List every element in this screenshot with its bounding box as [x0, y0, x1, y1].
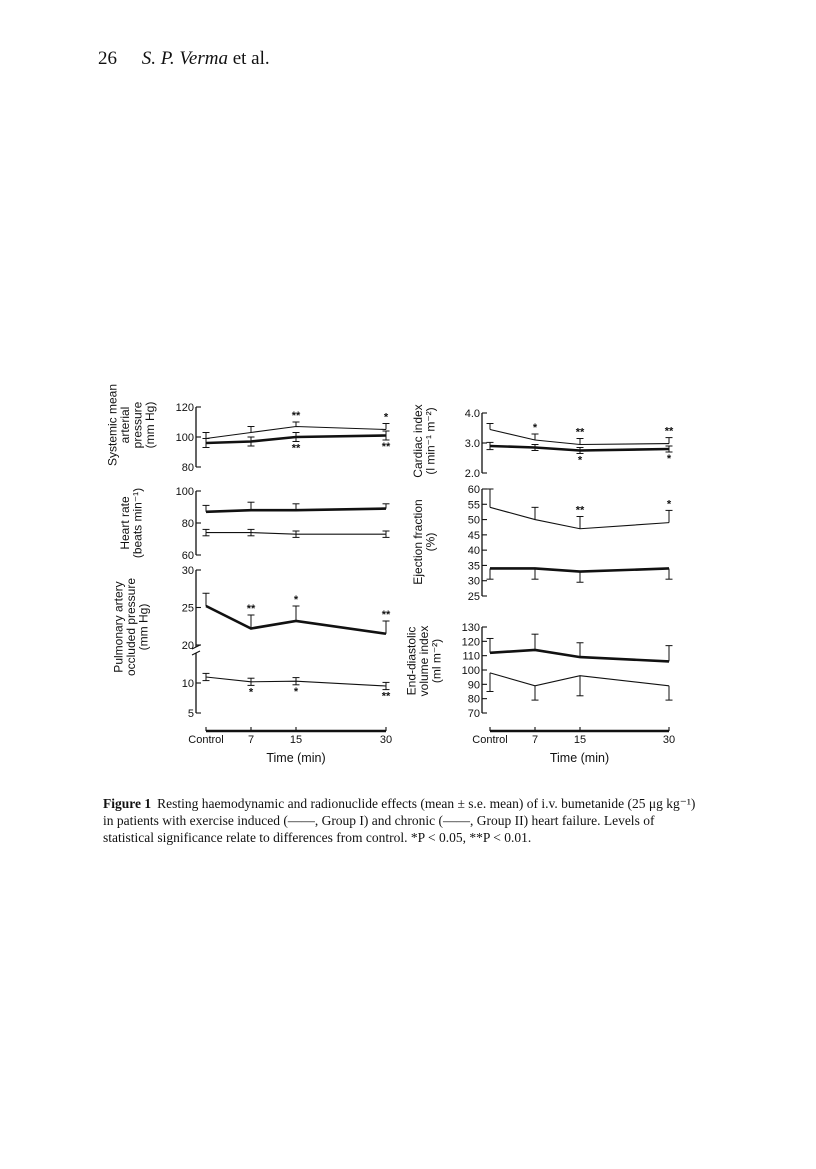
x-axis-left — [188, 727, 392, 765]
x-axis-title: Time (min) — [266, 751, 326, 765]
chart-panel-right-1 — [411, 404, 674, 480]
significance-marker: * — [666, 498, 672, 511]
y-axis-label-line: occluded pressure — [124, 577, 138, 677]
y-axis-label-line: (mm Hg) — [142, 401, 157, 449]
significance-marker: * — [577, 454, 583, 467]
y-axis-label-line: Cardiac index — [410, 404, 425, 478]
y-tick-label: 100 — [175, 486, 194, 498]
y-tick-label: 100 — [175, 432, 194, 444]
x-axis-right — [472, 727, 675, 765]
y-tick-label: 80 — [181, 462, 194, 474]
x-tick-label: 15 — [289, 734, 303, 746]
x-tick-label: 7 — [247, 734, 255, 746]
y-tick-label: 5 — [187, 708, 194, 720]
y-axis-label-line: (mm Hg) — [136, 603, 151, 651]
y-tick-label: 3.0 — [464, 438, 480, 450]
y-tick-label: 60 — [467, 484, 480, 496]
chart-panel-left-2 — [118, 486, 390, 562]
y-axis-label-line: Heart rate — [117, 496, 132, 550]
significance-marker: ** — [575, 504, 585, 517]
significance-marker: * — [666, 453, 672, 465]
y-tick-label: 4.0 — [464, 408, 480, 420]
y-axis-label-line: (beats min⁻¹) — [130, 487, 145, 559]
et-al: et al. — [232, 48, 270, 69]
significance-marker: * — [383, 411, 389, 424]
y-axis-label — [118, 488, 145, 558]
y-axis-label — [112, 578, 151, 676]
x-tick-label: Control — [188, 734, 224, 746]
x-tick-label: 15 — [573, 734, 587, 746]
significance-marker: * — [532, 422, 538, 434]
y-axis-label-line: (%) — [423, 532, 438, 552]
y-tick-label: 10 — [181, 678, 194, 690]
significance-marker: ** — [575, 426, 585, 439]
y-tick-label: 30 — [467, 575, 480, 588]
y-tick-label: 70 — [467, 708, 480, 720]
y-tick-label: 35 — [467, 560, 480, 573]
significance-marker: * — [293, 685, 299, 698]
y-tick-label: 30 — [181, 565, 194, 577]
y-tick-label: 130 — [461, 622, 480, 634]
author-names: S. P. Verma — [141, 48, 228, 69]
caption-label: Figure 1 — [103, 796, 152, 811]
y-tick-label: 80 — [181, 518, 194, 530]
significance-marker: ** — [291, 442, 301, 455]
y-tick-label: 55 — [467, 499, 480, 512]
y-tick-label: 80 — [467, 693, 480, 706]
y-tick-label: 100 — [461, 665, 480, 677]
y-axis-label — [411, 404, 438, 477]
significance-marker: ** — [291, 410, 301, 422]
y-tick-label: 25 — [181, 602, 194, 615]
y-tick-label: 2.0 — [464, 468, 480, 480]
y-axis-label — [411, 499, 438, 584]
significance-marker: * — [248, 686, 254, 699]
page-number: 26 — [98, 48, 117, 69]
y-axis-label-line: Pulmonary artery — [111, 581, 126, 673]
y-axis-label-line: (ml m⁻²) — [429, 638, 444, 684]
y-axis-label-line: Ejection fraction — [410, 499, 425, 585]
y-tick-label: 120 — [175, 402, 194, 414]
y-tick-label: 20 — [181, 640, 194, 652]
y-tick-label: 40 — [467, 545, 480, 558]
y-tick-label: 45 — [467, 529, 480, 542]
x-tick-label: Control — [472, 734, 508, 746]
figure-caption — [103, 795, 703, 846]
y-tick-label: 50 — [467, 514, 480, 527]
x-tick-label: 30 — [379, 734, 393, 746]
y-axis-label — [405, 626, 444, 697]
y-tick-label: 60 — [181, 550, 194, 562]
caption-text: Resting haemodynamic and radionuclide effects (mean ± s.e. mean) of i.v. bumetanide (25 μg kg⁻¹) in patients with exercise induced (——, Group I) and chronic (——, Group II) heart failure. Levels of statistical significance relate to differences from control. *P < 0.05, **P < 0.01. — [103, 796, 696, 845]
chart-panel-right-3 — [405, 622, 673, 720]
y-axis-label-line: (l min⁻¹ m⁻²) — [423, 407, 438, 475]
series-line-group-II — [490, 568, 669, 571]
y-axis-label — [105, 384, 157, 466]
y-axis-label-line: pressure — [130, 401, 145, 449]
y-tick-label: 25 — [467, 591, 480, 603]
significance-marker: ** — [381, 690, 391, 703]
y-tick-label: 120 — [461, 636, 480, 649]
y-axis-label-line: volume index — [417, 625, 431, 697]
chart-panel-left-3 — [112, 565, 391, 720]
y-axis-label-line: Systemic mean — [105, 383, 120, 467]
x-tick-label: 7 — [531, 734, 539, 746]
y-axis-label-line: End-diastolic — [404, 626, 419, 696]
significance-marker: ** — [664, 425, 674, 438]
y-tick-label: 110 — [462, 650, 480, 663]
y-axis-label-line: arterial — [117, 406, 132, 444]
chart-panel-right-2 — [411, 484, 673, 603]
significance-marker: ** — [246, 603, 256, 615]
x-tick-label: 30 — [662, 734, 676, 746]
x-axis-title: Time (min) — [549, 751, 610, 765]
chart-panel-left-1 — [105, 384, 391, 474]
significance-marker: ** — [381, 441, 391, 453]
y-tick-label: 90 — [467, 679, 480, 692]
significance-marker: ** — [381, 609, 391, 621]
significance-marker: * — [293, 594, 299, 606]
